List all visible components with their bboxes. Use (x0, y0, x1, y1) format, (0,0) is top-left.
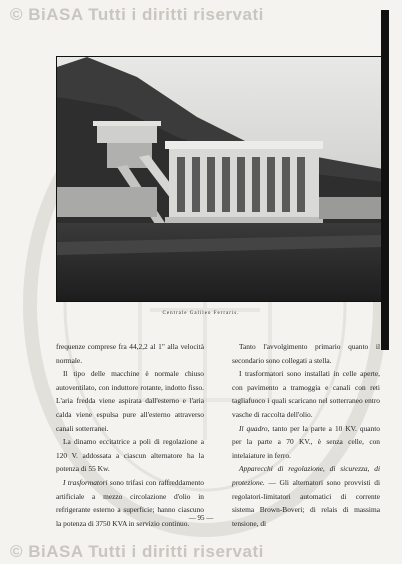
text-column-left (56, 340, 204, 530)
paragraph: I trasformatori sono installati in celle aperte, con pavimento a tramoggia e canali con reti tagliafuoco i quali scaricano nel sotterraneo entro vasche di raccolta dell'olio. (232, 369, 380, 419)
watermark-top: © BiASA Tutti i diritti riservati (10, 5, 264, 24)
paragraph: La dinamo eccitatrice a poli di regolazione a 120 V. addossata a ciascun alternatore ha la potenza di 55 Kw. (56, 437, 204, 474)
photo-caption: Centrale Galileo Ferraris. (162, 311, 240, 316)
paragraph: I trasformatori sono trifasi con raffreddamento artificiale a mezzo circolazione d'olio in refrigerante esterno a superficie; hanno ciascuno la potenza di 3750 KVA in servizio continuo. (56, 477, 204, 528)
paragraph: frequenze comprese fra 44,2,2 al 1" alla velocità normale. (56, 342, 204, 365)
watermark-bottom: © BiASA Tutti i diritti riservati (10, 542, 264, 561)
paragraph: Tanto l'avvolgimento primario quanto il secondario sono collegati a stella. (232, 342, 380, 365)
scan-edge-shadow (381, 10, 389, 350)
paragraph: Il quadro, tanto per la parte a 10 KV. quanto per la parte a 70 KV., è senza celle, con intelaiature in ferro. (232, 423, 380, 460)
paragraph: Il tipo delle macchine è normale chiuso autoventilato, con induttore rotante, indotto fisso. L'aria fredda viene aspirata dall'esterno e l'aria calda viene espulsa pure all'esterno attraverso canali sotterranei. (56, 369, 204, 433)
page-number: — 95 — (188, 514, 214, 522)
text-column-right (232, 340, 380, 530)
paragraph: Apparecchi di regolazione, di sicurezza, di protezione. — Gli alternatori sono provvisti di regolatori-limitatori automatici di corrente sistema Brown-Boveri; di relais di massima tensione, di (232, 464, 380, 528)
power-station-photo (56, 56, 382, 302)
